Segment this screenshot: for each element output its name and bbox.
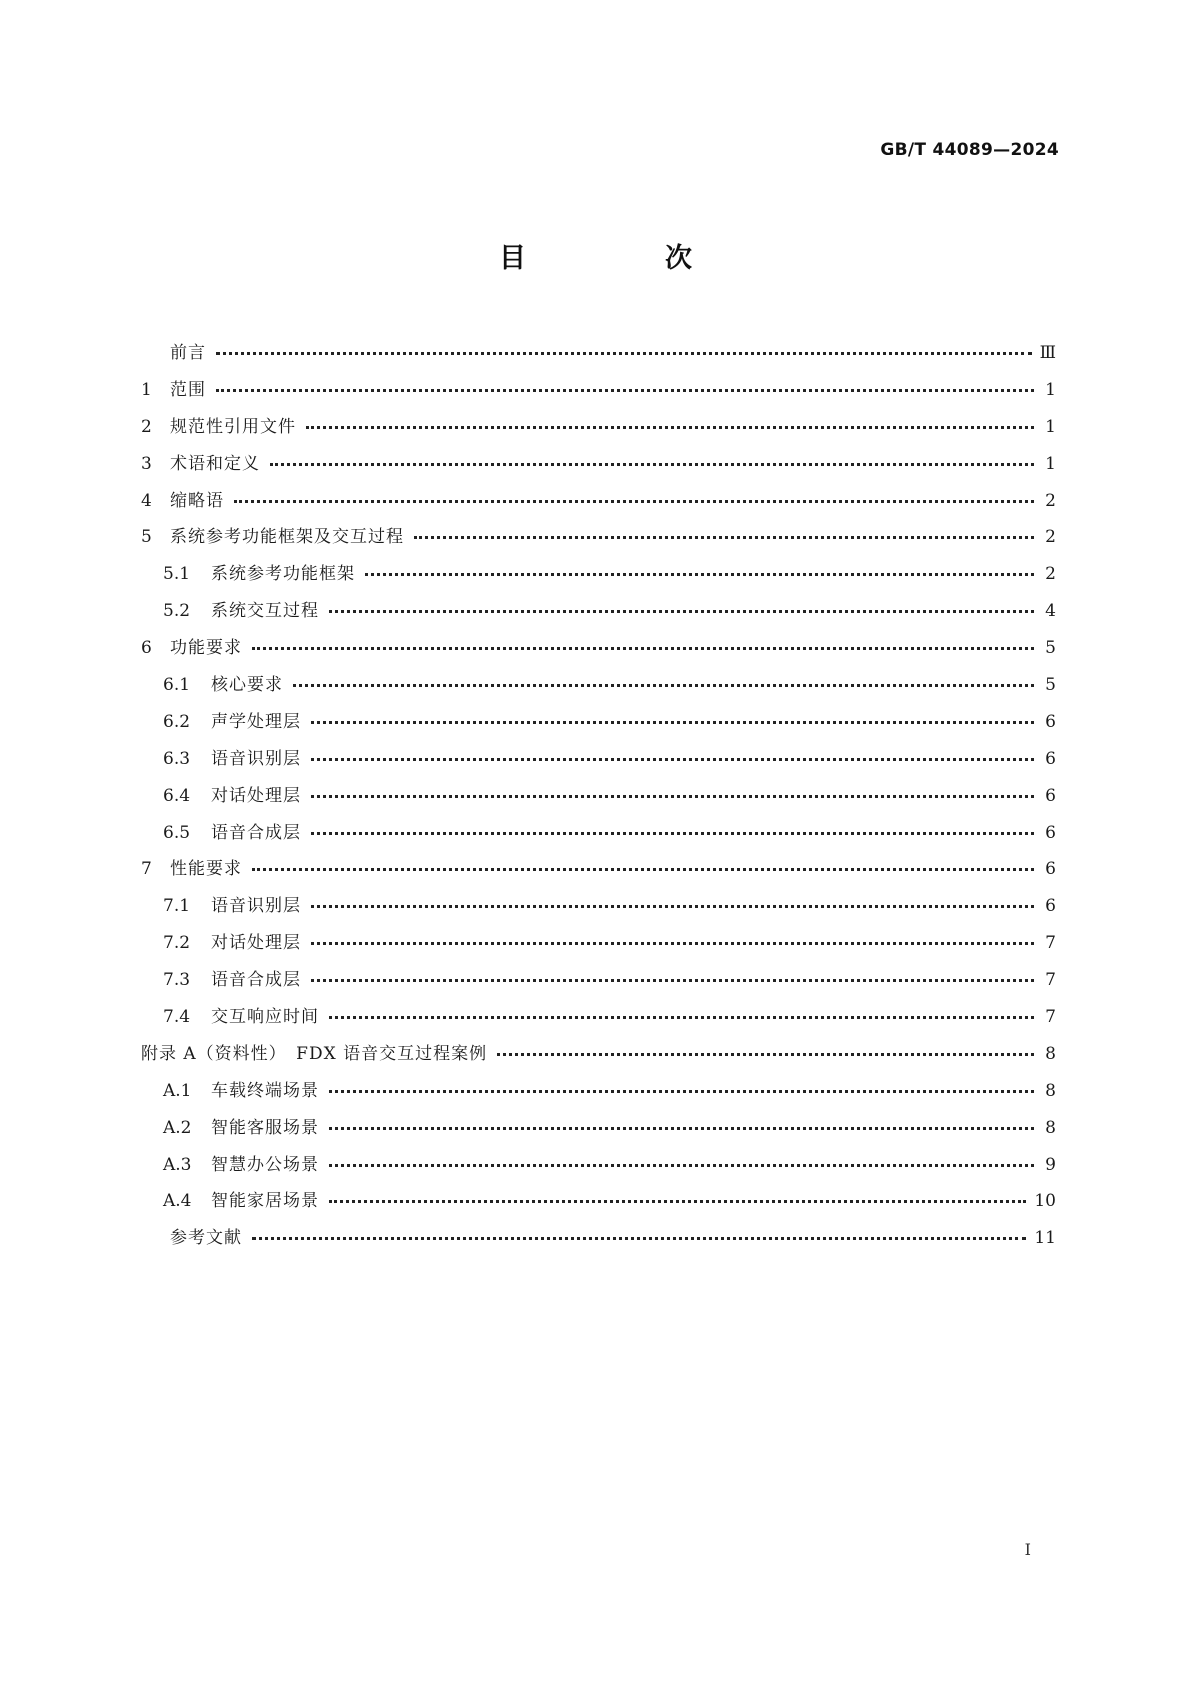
toc-entry[interactable]	[141, 526, 1056, 563]
toc-entry-title: 语音识别层	[211, 896, 301, 917]
toc-entry-title: 附录 A（资料性） FDX 语音交互过程案例	[141, 1043, 488, 1064]
toc-entry-page: 1	[1045, 379, 1056, 400]
toc-entry-page: 6	[1045, 748, 1056, 769]
toc-entry-title: 声学处理层	[211, 711, 301, 732]
dot-leader	[311, 720, 1034, 724]
toc-entry[interactable]	[141, 1043, 1056, 1080]
toc-entry-number: 6.5	[163, 822, 191, 843]
toc-entry[interactable]	[141, 822, 1056, 859]
dot-leader	[311, 904, 1034, 908]
toc-entry-title: 功能要求	[170, 638, 242, 659]
standard-code: GB/T 44089—2024	[880, 140, 1059, 160]
toc-entry-number: 7.1	[163, 896, 191, 917]
dot-leader	[497, 1052, 1034, 1056]
dot-leader	[329, 1126, 1034, 1130]
dot-leader	[365, 572, 1034, 576]
toc-entry[interactable]	[141, 785, 1056, 822]
toc-entry-page: 7	[1045, 1007, 1056, 1028]
table-of-contents	[141, 342, 1056, 1264]
toc-entry[interactable]	[141, 674, 1056, 711]
toc-entry-page: 6	[1045, 896, 1056, 917]
toc-entry-number: 6.3	[163, 748, 191, 769]
toc-entry[interactable]	[141, 858, 1056, 895]
toc-entry-page: 4	[1045, 601, 1056, 622]
toc-entry-page: 7	[1045, 933, 1056, 954]
dot-leader	[252, 646, 1034, 650]
toc-entry-number: 6	[141, 638, 152, 659]
dot-leader	[329, 1163, 1034, 1167]
toc-entry-title: 车载终端场景	[211, 1080, 319, 1101]
page-title: 目 次	[499, 243, 748, 274]
toc-entry-page: 10	[1034, 1191, 1056, 1212]
toc-entry-title: 范围	[170, 379, 206, 400]
toc-entry-number: A.1	[163, 1080, 192, 1101]
toc-entry-title: 智慧办公场景	[211, 1154, 319, 1175]
dot-leader	[414, 535, 1034, 539]
toc-entry-page: 8	[1045, 1043, 1056, 1064]
toc-entry[interactable]	[141, 1080, 1056, 1117]
dot-leader	[311, 794, 1034, 798]
dot-leader	[234, 499, 1034, 503]
toc-entry-title: 参考文献	[170, 1228, 242, 1249]
toc-entry[interactable]	[141, 1006, 1056, 1043]
toc-entry-page: 8	[1045, 1117, 1056, 1138]
toc-entry-number: 5.2	[163, 601, 191, 622]
toc-entry[interactable]	[141, 895, 1056, 932]
toc-entry[interactable]	[141, 748, 1056, 785]
toc-entry-number: 6.4	[163, 785, 191, 806]
toc-entry-number: 3	[141, 453, 152, 474]
toc-entry-title: 语音合成层	[211, 822, 301, 843]
toc-entry-page: 11	[1034, 1228, 1056, 1249]
toc-entry-title: 语音合成层	[211, 970, 301, 991]
toc-entry-page: 6	[1045, 785, 1056, 806]
toc-entry[interactable]	[141, 1227, 1056, 1264]
toc-entry-title: 对话处理层	[211, 933, 301, 954]
dot-leader	[270, 462, 1034, 466]
toc-entry-title: 系统参考功能框架及交互过程	[170, 527, 404, 548]
toc-entry-page: 2	[1045, 527, 1056, 548]
toc-entry-title: 性能要求	[170, 859, 242, 880]
toc-entry[interactable]	[141, 1154, 1056, 1191]
toc-entry-title: 系统参考功能框架	[211, 564, 355, 585]
toc-entry-page: Ⅲ	[1039, 343, 1056, 363]
toc-entry-title: 交互响应时间	[211, 1007, 319, 1028]
toc-entry-title: 智能家居场景	[211, 1191, 319, 1212]
toc-entry-number: 2	[141, 416, 152, 437]
toc-entry[interactable]	[141, 600, 1056, 637]
toc-entry-page: 5	[1045, 675, 1056, 696]
toc-entry-number: 5.1	[163, 564, 191, 585]
toc-entry-page: 1	[1045, 453, 1056, 474]
toc-entry-title: 对话处理层	[211, 785, 301, 806]
toc-entry-title: 前言	[170, 343, 206, 363]
toc-entry-number: 7.3	[163, 970, 191, 991]
toc-entry-page: 2	[1045, 490, 1056, 511]
dot-leader	[329, 1089, 1034, 1093]
toc-entry-page: 2	[1045, 564, 1056, 585]
toc-entry-title: 术语和定义	[170, 453, 260, 474]
toc-entry[interactable]	[141, 490, 1056, 527]
toc-entry-page: 5	[1045, 638, 1056, 659]
toc-entry[interactable]	[141, 637, 1056, 674]
toc-entry[interactable]	[141, 969, 1056, 1006]
toc-entry[interactable]	[141, 563, 1056, 600]
toc-entry-number: 6.1	[163, 675, 191, 696]
toc-entry-page: 9	[1045, 1154, 1056, 1175]
toc-entry-page: 6	[1045, 859, 1056, 880]
dot-leader	[329, 609, 1034, 613]
toc-entry[interactable]	[141, 711, 1056, 748]
toc-entry-number: 6.2	[163, 711, 191, 732]
toc-entry-page: 7	[1045, 970, 1056, 991]
toc-entry-page: 8	[1045, 1080, 1056, 1101]
dot-leader	[311, 978, 1034, 982]
toc-entry[interactable]	[141, 342, 1056, 379]
toc-entry-page: 1	[1045, 416, 1056, 437]
toc-entry[interactable]	[141, 1117, 1056, 1154]
page-number: I	[1024, 1540, 1031, 1559]
toc-entry-number: 4	[141, 490, 152, 511]
dot-leader	[306, 425, 1034, 429]
dot-leader	[311, 757, 1034, 761]
toc-entry-title: 语音识别层	[211, 748, 301, 769]
dot-leader	[252, 1236, 1026, 1240]
dot-leader	[216, 351, 1032, 355]
toc-entry-number: A.4	[163, 1191, 192, 1212]
toc-entry-title: 智能客服场景	[211, 1117, 319, 1138]
toc-entry-number: 7.2	[163, 933, 191, 954]
toc-entry-number: 5	[141, 527, 152, 548]
toc-entry-number: 7.4	[163, 1007, 191, 1028]
dot-leader	[293, 683, 1034, 687]
toc-entry-title: 核心要求	[211, 675, 283, 696]
toc-entry-page: 6	[1045, 822, 1056, 843]
dot-leader	[311, 831, 1034, 835]
toc-entry-number: 7	[141, 859, 152, 880]
toc-entry-title: 缩略语	[170, 490, 224, 511]
dot-leader	[329, 1199, 1026, 1203]
dot-leader	[252, 867, 1034, 871]
dot-leader	[216, 388, 1034, 392]
toc-entry[interactable]	[141, 379, 1056, 416]
toc-entry[interactable]	[141, 416, 1056, 453]
toc-entry-title: 系统交互过程	[211, 601, 319, 622]
dot-leader	[311, 941, 1034, 945]
toc-entry-number: A.3	[163, 1154, 192, 1175]
toc-entry[interactable]	[141, 932, 1056, 969]
toc-entry-page: 6	[1045, 711, 1056, 732]
toc-entry-number: 1	[141, 379, 152, 400]
toc-entry-number: A.2	[163, 1117, 192, 1138]
toc-entry[interactable]	[141, 1190, 1056, 1227]
toc-entry[interactable]	[141, 453, 1056, 490]
toc-entry-title: 规范性引用文件	[170, 416, 296, 437]
dot-leader	[329, 1015, 1034, 1019]
